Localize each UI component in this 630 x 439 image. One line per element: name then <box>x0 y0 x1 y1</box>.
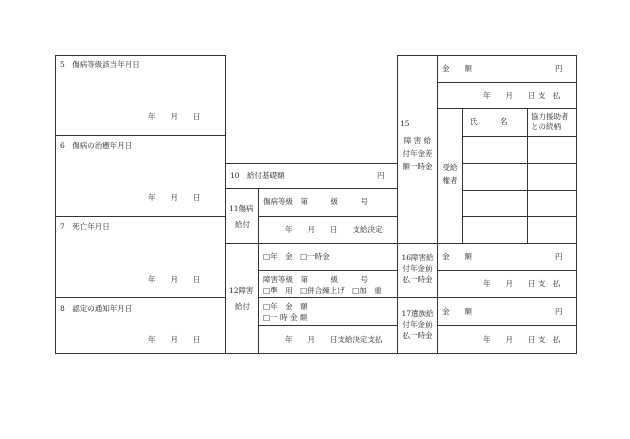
notice-date-label: 8 認定の通知年月日 <box>60 304 133 313</box>
relation-header: との続柄 <box>531 122 561 131</box>
injury-benefit-head: 給付 <box>235 220 250 229</box>
injury-cured-date-value[interactable]: 年 月 日 <box>148 193 201 202</box>
rule <box>258 297 397 298</box>
disability-amount-option[interactable]: □年 金 額 <box>263 302 308 311</box>
base-benefit-label: 10 給付基礎額 <box>230 171 285 180</box>
row15-label: 障 害 給 付年金差 額一時金 <box>402 136 433 171</box>
row17-amount-unit: 円 <box>555 307 563 316</box>
rule <box>397 243 577 244</box>
base-benefit-unit: 円 <box>377 171 385 180</box>
rule <box>462 216 577 217</box>
injury-grade-field[interactable]: 傷病等級 第 級 号 <box>263 197 368 206</box>
notice-date-value[interactable]: 年 月 日 <box>148 335 201 344</box>
rule <box>225 243 397 244</box>
rule <box>55 297 226 298</box>
rule <box>55 135 226 136</box>
rule <box>397 297 577 298</box>
rule <box>55 55 226 56</box>
rule <box>437 325 577 326</box>
rule <box>462 108 463 244</box>
rule <box>462 163 577 164</box>
disability-type-options[interactable]: □年 金 □一時金 <box>263 252 330 261</box>
row17-paydate[interactable]: 年 月 日 支 払 <box>483 335 561 344</box>
row16-amount-unit: 円 <box>555 252 563 261</box>
relation-header: 協力援助者 <box>531 112 569 121</box>
rule <box>225 55 226 354</box>
rule <box>527 108 528 244</box>
rule <box>437 108 577 109</box>
injury-benefit-head: 11傷病 <box>229 204 254 213</box>
rule <box>225 163 397 164</box>
disability-grade-field[interactable]: 障害等級 第 級 号 <box>263 275 368 284</box>
death-date-value[interactable]: 年 月 日 <box>148 275 201 284</box>
rule <box>225 188 397 189</box>
rule <box>55 216 226 217</box>
injury-cured-date-label: 6 傷病の治癒年月日 <box>60 141 133 150</box>
recipient-label: 受給 権者 <box>442 163 458 185</box>
row16-label: 16障害給 付年金前 払一時金 <box>401 253 434 284</box>
injury-grade-date-value[interactable]: 年 月 日 <box>148 112 201 121</box>
row15-amount-unit: 円 <box>555 64 563 73</box>
rule <box>258 216 397 217</box>
injury-grade-date-label: 5 傷病等級該当年月日 <box>60 60 140 69</box>
row17-amount-label: 金 額 <box>442 307 472 316</box>
row15-amount-label: 金 額 <box>442 64 472 73</box>
rule <box>462 136 577 137</box>
disability-benefit-head: 12障害 <box>229 286 254 295</box>
row17-label: 17遺族給 付年金前 払一時金 <box>401 309 434 340</box>
disability-decision-field[interactable]: 年 月 日支給決定支払 <box>285 335 383 344</box>
disability-amount-option[interactable]: □一 時 金 額 <box>263 313 308 322</box>
rule <box>258 325 397 326</box>
row15-number: 15 <box>400 119 410 128</box>
rule <box>55 353 577 354</box>
rule <box>55 55 56 354</box>
row16-paydate[interactable]: 年 月 日 支 払 <box>483 279 561 288</box>
rule <box>397 55 577 56</box>
disability-benefit-head: 給付 <box>235 302 250 311</box>
death-date-label: 7 死亡年月日 <box>60 222 110 231</box>
name-header: 氏 名 <box>470 117 508 126</box>
rule <box>258 270 397 271</box>
injury-decision-field[interactable]: 年 月 日 支給決定 <box>285 225 383 234</box>
rule <box>576 55 577 354</box>
rule <box>462 190 577 191</box>
disability-adjust-options[interactable]: □準 用 □併合繰上げ □加 重 <box>263 286 382 295</box>
row16-amount-label: 金 額 <box>442 252 472 261</box>
rule <box>437 270 577 271</box>
rule <box>437 82 577 83</box>
rule <box>258 188 259 354</box>
row15-paydate[interactable]: 年 月 日 支 払 <box>483 91 561 100</box>
